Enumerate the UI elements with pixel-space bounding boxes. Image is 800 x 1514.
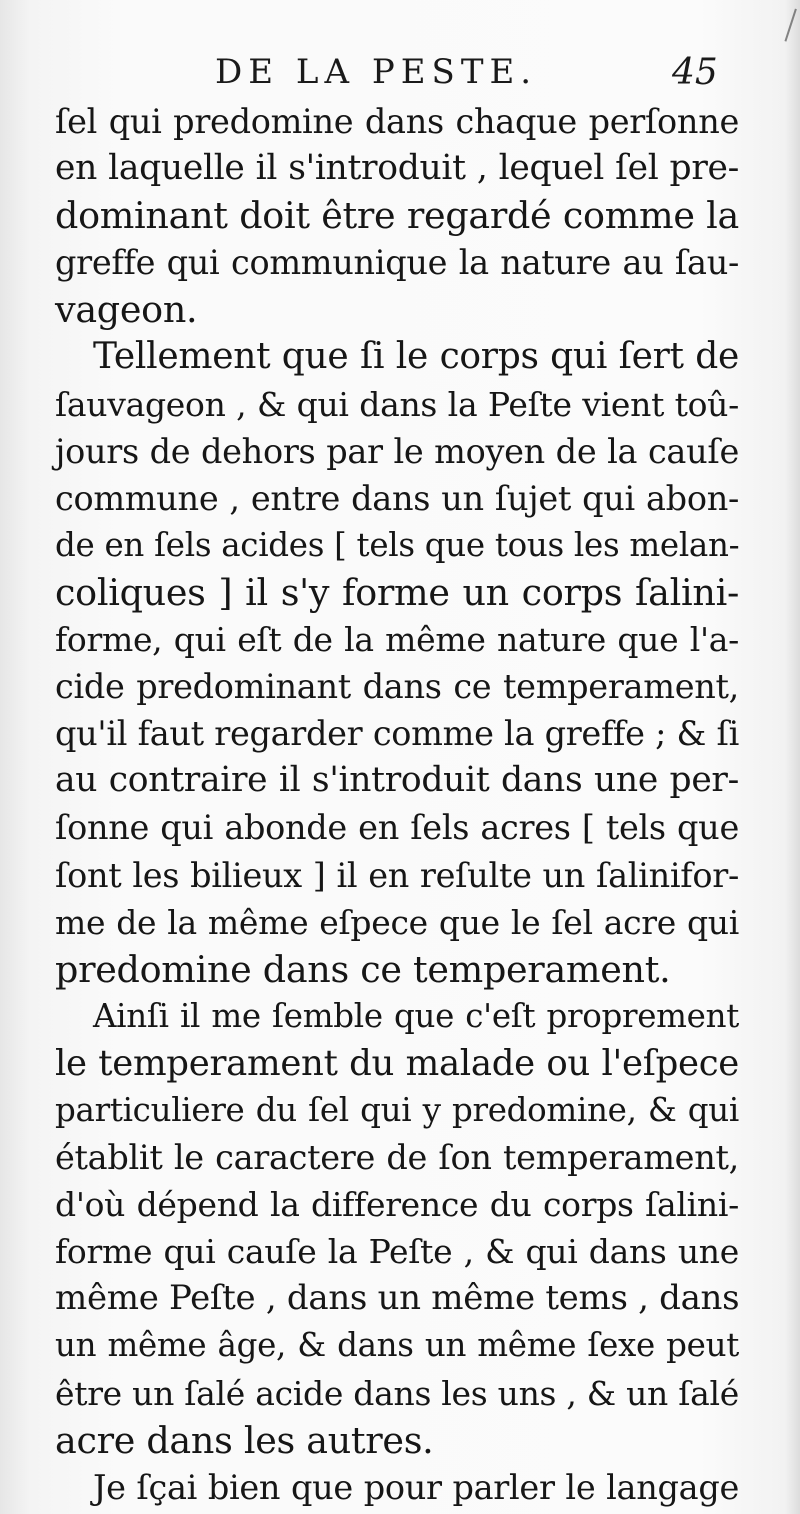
text-line: même Peſte , dans un même tems , dans — [55, 1278, 740, 1319]
text-line: ſauvageon , & qui dans la Peſte vient toû- — [55, 384, 739, 424]
paragraph-start-line: Ainſi il me ſemble que c'eſt proprement — [93, 996, 739, 1035]
body-text — [55, 98, 739, 1511]
text-line: établit le caractere de ſon temperament, — [55, 1138, 739, 1178]
text-line: un même âge, & dans un même ſexe peut — [55, 1326, 739, 1365]
running-head: DE LA PESTE. — [215, 52, 538, 92]
text-line: ſel qui predomine dans chaque perſonne — [55, 102, 739, 141]
page-number: 45 — [672, 52, 718, 93]
text-line: forme qui cauſe la Peſte , & qui dans une — [55, 1232, 739, 1272]
text-line: coliques ] il s'y forme un corps ſalini- — [55, 570, 739, 614]
text-line: forme, qui eſt de la même nature que l'a- — [55, 620, 739, 660]
text-line: vageon. — [55, 288, 198, 332]
paragraph-start-line: Tellement que ſi le corps qui ſert de — [93, 336, 739, 378]
text-line: le temperament du malade ou l'eſpece — [55, 1042, 739, 1084]
text-line: être un ſalé acide dans les uns , & un ſalé — [55, 1373, 739, 1413]
text-line: greffe qui communique la nature au ſau- — [55, 243, 739, 283]
text-line: ſonne qui abonde en ſels acres [ tels que — [55, 808, 739, 848]
text-line: cide predominant dans ce temperament, — [55, 667, 739, 707]
text-line: acre dans les autres. — [55, 1418, 434, 1462]
page-header — [0, 52, 800, 102]
text-line: ſont les bilieux ] il en reſulte un ſalinifor- — [55, 855, 739, 895]
text-line: particuliere du ſel qui y predomine, & qui — [55, 1090, 739, 1129]
text-line: predomine dans ce temperament. — [55, 947, 671, 991]
text-line: jours de dehors par le moyen de la cauſe — [55, 431, 739, 471]
text-line: au contraire il s'introduit dans une per- — [55, 760, 739, 801]
page-corner-mark — [771, 4, 797, 41]
text-line: commune , entre dans un ſujet qui abon- — [55, 478, 739, 518]
paragraph-start-line: Je ſçai bien que pour parler le langage — [93, 1467, 739, 1507]
text-line: de en ſels acides [ tels que tous les melan- — [55, 525, 740, 564]
text-line: d'où dépend la difference du corps ſalini- — [55, 1185, 739, 1225]
text-line: qu'il faut regarder comme la greffe ; & ſi — [55, 714, 739, 754]
text-line: dominant doit être regardé comme la — [55, 194, 739, 238]
text-line: me de la même eſpece que le ſel acre qui — [55, 902, 739, 942]
text-line: en laquelle il s'introduit , lequel ſel pre- — [55, 148, 739, 189]
